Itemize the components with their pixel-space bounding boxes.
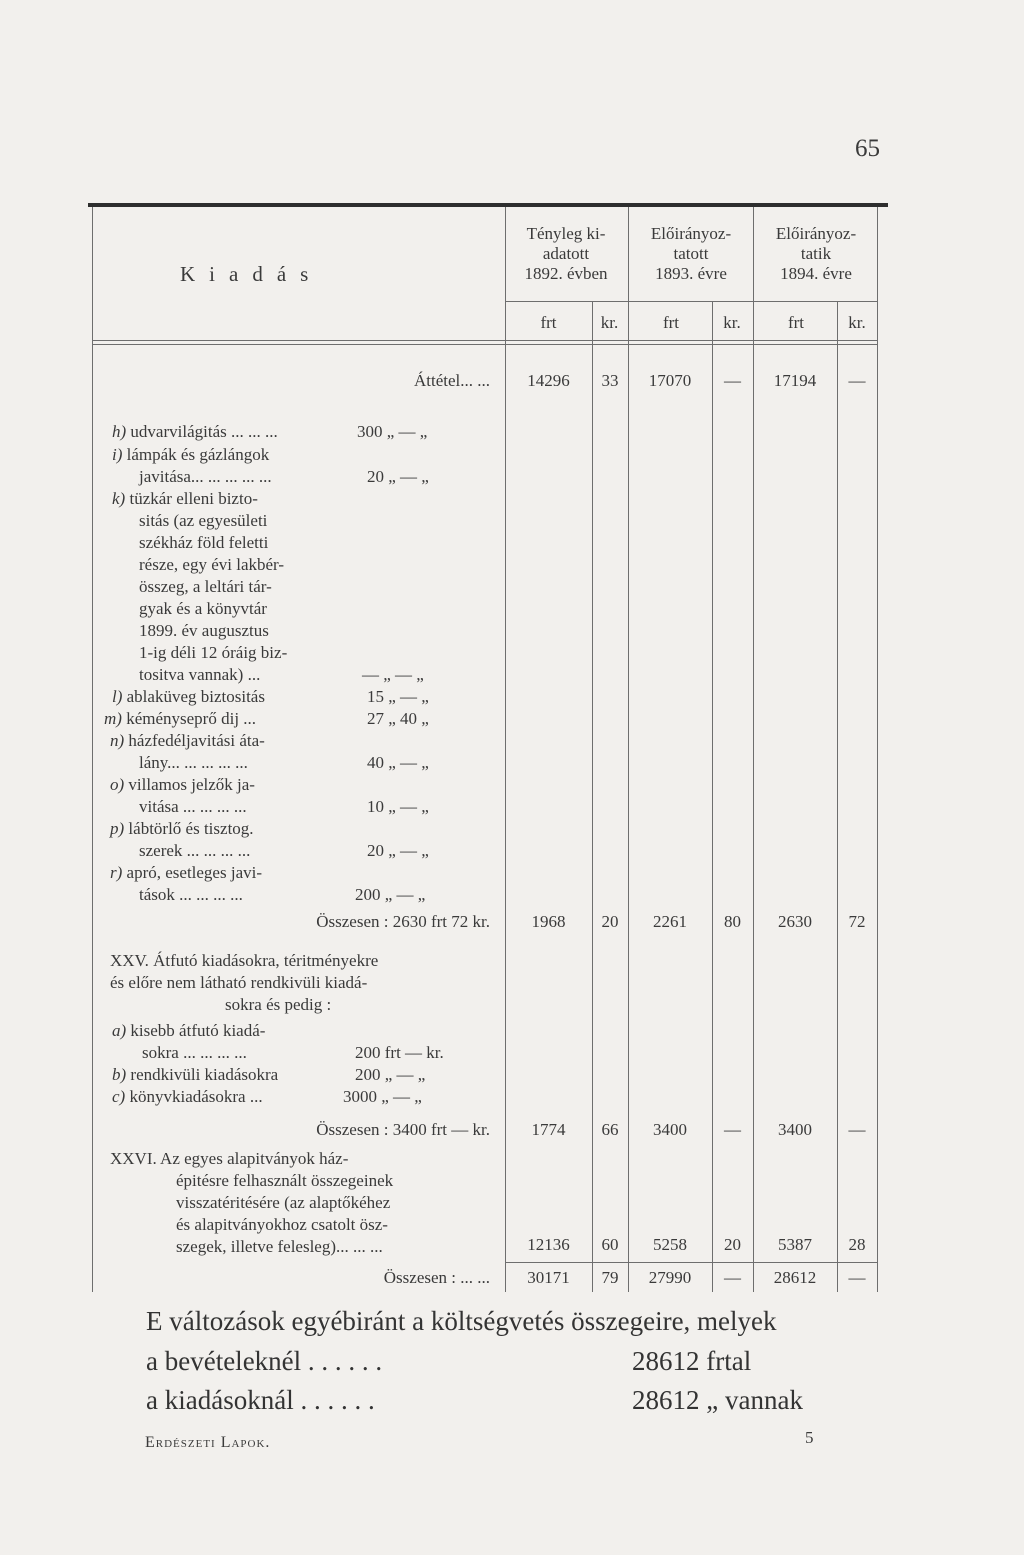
- total1-c3-kr: 72: [848, 912, 866, 931]
- grand-total-c1-frt: 30171: [527, 1268, 570, 1287]
- total2-c1-kr: 66: [601, 1120, 619, 1139]
- col3-kr-divider: [837, 301, 838, 1292]
- item-h-amount: 300 „ — „: [357, 422, 428, 441]
- unit-frt-1: frt: [540, 313, 557, 332]
- journal-name: Erdészeti Lapok.: [145, 1434, 271, 1451]
- header-bottom-rule-2: [92, 344, 877, 345]
- carry-over-c2-kr: —: [724, 371, 741, 390]
- sheet-number: 5: [805, 1428, 814, 1447]
- item-k-amount: — „ — „: [362, 665, 424, 684]
- closing-line-2-label: a bevételeknél . . . . . .: [146, 1346, 383, 1376]
- section-26-c2-frt: 5258: [653, 1235, 687, 1254]
- closing-line-2-value: 28612 frtal: [632, 1346, 752, 1376]
- col1-header: Tényleg ki- adatott 1892. évben: [524, 224, 608, 283]
- item-r-amount: 200 „ — „: [355, 885, 426, 904]
- carry-over-c1-frt: 14296: [527, 371, 570, 390]
- grand-total-c2-kr: —: [724, 1268, 741, 1287]
- col3-header: Előirányoz- tatik 1894. évre: [775, 224, 857, 283]
- total1-label: Összesen : 2630 frt 72 kr.: [316, 912, 490, 931]
- grand-total-label: Összesen : ... ...: [383, 1268, 490, 1287]
- item-m-amount: 27 „ 40 „: [367, 709, 429, 728]
- total1-c2-kr: 80: [724, 912, 741, 931]
- total2-c1-frt: 1774: [531, 1120, 566, 1139]
- item-i-amount: 20 „ — „: [367, 467, 429, 486]
- item-k: k) tüzkár elleni bizto- sitás (az egyesületi székház föld feletti része, egy évi lakbér- összeg, a leltári tár- gyak és a könyvtár 1899. év augusztus 1-ig déli 12 óráig biz- tositva vannak) ...: [112, 489, 288, 684]
- grand-total-rule: [505, 1262, 877, 1263]
- unit-kr-1: kr.: [600, 313, 619, 332]
- unit-kr-3: kr.: [848, 313, 866, 332]
- item-p: p) lábtörlő és tisztog. szerek ... ... ... ...: [110, 819, 254, 860]
- grand-total-c1-kr: 79: [601, 1268, 619, 1287]
- table-title: Kiadás: [180, 262, 323, 286]
- section-26-c2-kr: 20: [724, 1235, 741, 1254]
- item-l: l) ablaküveg biztositás: [112, 687, 265, 706]
- closing-line-3-value: 28612 „ vannak: [632, 1385, 803, 1415]
- table-right-border: [877, 207, 878, 1292]
- grand-total-c3-frt: 28612: [773, 1268, 817, 1287]
- total2-c3-frt: 3400: [778, 1120, 812, 1139]
- unit-frt-3: frt: [787, 313, 805, 332]
- carry-over-c1-kr: 33: [601, 371, 619, 390]
- item-n: n) házfedéljavitási áta- lány... ... ... ... ...: [110, 731, 265, 772]
- section-25-item-c-amount: 3000 „ — „: [343, 1087, 422, 1106]
- section-26-c1-kr: 60: [601, 1235, 619, 1254]
- closing-line-3-label: a kiadásoknál . . . . . .: [146, 1385, 375, 1415]
- item-i: i) lámpák és gázlángok javitása... ... ... ... ...: [112, 445, 272, 486]
- item-m: m) kéményseprő dij ...: [104, 709, 257, 728]
- item-l-amount: 15 „ — „: [367, 687, 429, 706]
- item-r: r) apró, esetleges javi- tások ... ... ... ...: [110, 863, 262, 904]
- total2-label: Összesen : 3400 frt — kr.: [316, 1120, 490, 1139]
- total1-c1-frt: 1968: [531, 912, 566, 931]
- section-26-c3-kr: 28: [848, 1235, 866, 1254]
- total2-c2-frt: 3400: [653, 1120, 687, 1139]
- carry-over-c2-frt: 17070: [648, 371, 692, 390]
- total1-c3-frt: 2630: [778, 912, 812, 931]
- section-25-item-a-amount: 200 frt — kr.: [355, 1043, 444, 1062]
- total1-c2-frt: 2261: [653, 912, 687, 931]
- header-rule: [505, 301, 877, 302]
- grand-total-c3-kr: —: [848, 1268, 866, 1287]
- unit-frt-2: frt: [662, 313, 680, 332]
- carry-over-label: Áttétel... ...: [413, 371, 490, 390]
- col1-kr-divider: [592, 301, 593, 1292]
- grand-total-c2-frt: 27990: [648, 1268, 692, 1287]
- section-25-heading: XXV. Átfutó kiadásokra, téritményekre és előre nem látható rendkivüli kiadá- sokra és pedig :: [110, 951, 379, 1014]
- section-25-item-a: a) kisebb átfutó kiadá- sokra ... ... ... ...: [112, 1021, 266, 1062]
- section-26-c1-frt: 12136: [527, 1235, 570, 1254]
- carry-over-c3-frt: 17194: [773, 371, 817, 390]
- table-top-rule: [88, 203, 888, 207]
- section-25-item-c: c) könyvkiadásokra ...: [112, 1087, 263, 1106]
- col2-header: Előirányoz- tatott 1893. évre: [650, 224, 732, 283]
- total2-c2-kr: —: [724, 1120, 741, 1139]
- item-o: o) villamos jelzők ja- vitása ... ... ... ...: [110, 775, 255, 816]
- total1-c1-kr: 20: [601, 912, 619, 931]
- section-25-item-b-amount: 200 „ — „: [355, 1065, 426, 1084]
- table-left-border: [92, 207, 93, 1292]
- page-number: 65: [855, 135, 880, 162]
- unit-kr-2: kr.: [723, 313, 741, 332]
- item-o-amount: 10 „ — „: [367, 797, 429, 816]
- section-26-text: XXVI. Az egyes alapitványok ház- épitésre felhasznált összegeinek visszatéritésére (az alaptőkéhez és alapitványokhoz csatolt ösz- szegek, illetve felesleg)... ... ...: [110, 1149, 394, 1256]
- total2-c3-kr: —: [848, 1120, 866, 1139]
- section-25-item-b: b) rendkivüli kiadásokra: [112, 1065, 279, 1084]
- item-p-amount: 20 „ — „: [367, 841, 429, 860]
- item-h: h) udvarvilágitás ... ... ...: [112, 422, 278, 441]
- header-bottom-rule: [92, 340, 877, 341]
- item-n-amount: 40 „ — „: [367, 753, 429, 772]
- closing-line-1: E változások egyébiránt a költségvetés összegeire, melyek: [146, 1306, 777, 1336]
- col2-kr-divider: [712, 301, 713, 1292]
- carry-over-c3-kr: —: [848, 371, 866, 390]
- section-26-c3-frt: 5387: [778, 1235, 812, 1254]
